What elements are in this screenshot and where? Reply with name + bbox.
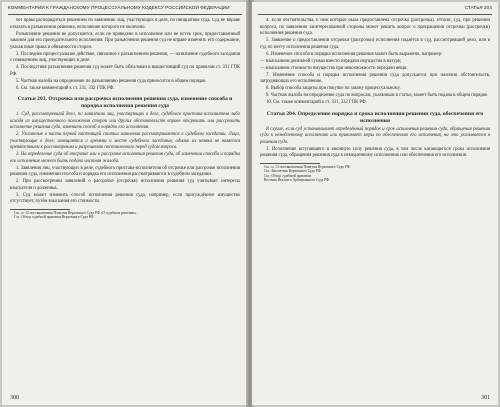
article-title: Статья 203. Отсрочка или рассрочка исполнения решения суда, изменение способа и порядка исполнения решения суда bbox=[17, 96, 233, 109]
paragraph: 4. Последствия разъяснения решения суд может быть обжалован в вышестоящий суд по правилам ст. 331 ГПК РФ. bbox=[10, 65, 240, 77]
article-text: В случае, если суд устанавливает определённый порядок и срок исполнения решения суда, обращения решения суда к немедленному исполнению или принимает меры по обеспечению его исполнения, на это указывается в решении суда. bbox=[260, 126, 490, 145]
commentary-paragraph: 3. Суд может изменить способ исполнения решения суда, например, если присуждённое имущество отсутствует, путём взыскания его стоимости. bbox=[10, 192, 240, 204]
article-title: Статья 204. Определение порядка и срока исполнения решения суда, обеспечения его исполнения bbox=[266, 110, 484, 124]
list-item: — взысканием денежной суммы вместо передачи имущества в натуре; bbox=[260, 58, 402, 64]
paragraph: 8. Выбор способа защиты при покупке по закону процессуальному. bbox=[266, 86, 401, 91]
page-number: 301 bbox=[481, 395, 490, 401]
footnote: См.: п. 13 постановления Пленума Верховного Суда РФ. bbox=[264, 164, 351, 169]
running-header: КОММЕНТАРИЙ К ГРАЖДАНСКОМУ ПРОЦЕССУАЛЬНОМУ КОДЕКСУ РОССИЙСКОЙ ФЕДЕРАЦИИ bbox=[8, 5, 242, 15]
paragraph: Разъяснение решения не допускается, если не приведено в исполнение или не истек срок, предоставленный законом для его принудительного исполнения. При разъяснении решения суд не вправе изменить его содержание, указав иные права и обязанности сторон. bbox=[10, 31, 240, 50]
page-body bbox=[10, 18, 240, 391]
paragraph: 9. Частная жалоба на определение суда по вопросам, указанным в статье, может быть подана в общем порядке. bbox=[266, 93, 489, 98]
running-header: СТАТЬЯ 204 bbox=[258, 5, 492, 15]
paragraph: 6. См. также комментарий к ст. 331, 332 ГПК РФ. bbox=[16, 85, 115, 91]
paragraph: без права распорядиться решением по заявлению лиц, участвующих в деле, по инициативе суда. Суд не вправе отказать в разъяснении решения, исполнение которого не окончено. bbox=[10, 18, 240, 30]
paragraph: 3. Последнее процессуальное действие, связанное с разъяснением решения, — назначение судебного заседания с извещением лиц, участвующих в деле. bbox=[10, 51, 240, 63]
footnote: См.: Бюллетень Верховного Суда РФ. bbox=[264, 169, 322, 174]
page-number: 300 bbox=[10, 395, 19, 401]
footnote: См.: Обзор судебной практики. bbox=[264, 173, 312, 178]
commentary-paragraph: 1. Заявления лиц, участвующих в деле, судебного пристава-исполнителя об отсрочке или рассрочке исполнения решения суда, изменении способа и порядка его исполнения рассматриваются в судебном заседании. bbox=[10, 165, 240, 177]
commentary-paragraph: 1. Исполнение вступившего в законную силу решения суда, в том числе касающегося срока исполнения решения суда, обращения решения суда к немедленному исполнению или обеспечения его исполнения. bbox=[260, 146, 490, 158]
footnote-divider bbox=[260, 163, 320, 164]
paragraph: 10. См. также комментарий к ст. 331, 332 ГПК РФ. bbox=[266, 100, 367, 105]
paragraph: 5. Частная жалоба на определение по разъяснению решения суда приносится в общем порядке. bbox=[16, 78, 207, 84]
article-text: 2. Указанные в части первой настоящей статьи заявления рассматриваются в судебном заседании. Лица, участвующие в деле, извещаются о времени и месте судебного заседания, однако их неявка не является препятствием к рассмотрению и разрешению поставленного перед судом вопроса. bbox=[10, 132, 240, 150]
footnote: См.: п. 12 постановления Пленума Верховного Суда РФ «О судебном решении». bbox=[14, 210, 138, 215]
footnote: Вестник Высшего Арбитражного Суда РФ. bbox=[264, 178, 330, 183]
paragraph: 4. Если обстоятельства, к ним которые была предоставлена отсрочка (рассрочка), отпали, суд, при решении вопроса, по заявлению заинтересованной стороны может решить вопрос о прекращении отсрочки (рассрочки) исполнения решения суда. bbox=[260, 18, 490, 36]
right-page bbox=[252, 2, 498, 405]
footnote: См.: Обзор судебной практики Верховного Суда РФ. bbox=[14, 215, 95, 220]
commentary-paragraph: 2. При рассмотрении заявлений о рассрочке (отсрочке) исполнения решения суд учитывает интересы взыскателя и должника. bbox=[10, 179, 240, 191]
left-page bbox=[2, 2, 248, 405]
paragraph: 5. Заявление о предоставлении отсрочки (рассрочки) исполнения подаётся в суд, рассмотревший дело, или в суд по месту исполнения решения суда. bbox=[260, 38, 490, 50]
paragraph: 6. Изменение способа и порядка исполнения решения может быть выражено, например: bbox=[266, 51, 443, 57]
paragraph: 7. Изменение способа и порядка исполнения решения суда допускается при наличии обстоятельств, затрудняющих его исполнение. bbox=[260, 72, 490, 84]
footnote-divider bbox=[10, 209, 70, 210]
article-text: 3. На определение суда об отсрочке или о рассрочке исполнения решения суда, об изменении способа и порядка его исполнения может быть подана частная жалоба. bbox=[10, 152, 240, 164]
list-item: — взысканием стоимости имущества при невозможности передачи вещи. bbox=[260, 65, 408, 71]
article-text: 1. Суд, рассмотревший дело, по заявлению лиц, участвующих в деле, судебного пристава-исполнителя либо исходя из имущественного положения сторон или других обстоятельств вправе отсрочить или рассрочить исполнение решения суда, изменить способ и порядок его исполнения. bbox=[10, 112, 240, 130]
page-body bbox=[260, 18, 490, 391]
